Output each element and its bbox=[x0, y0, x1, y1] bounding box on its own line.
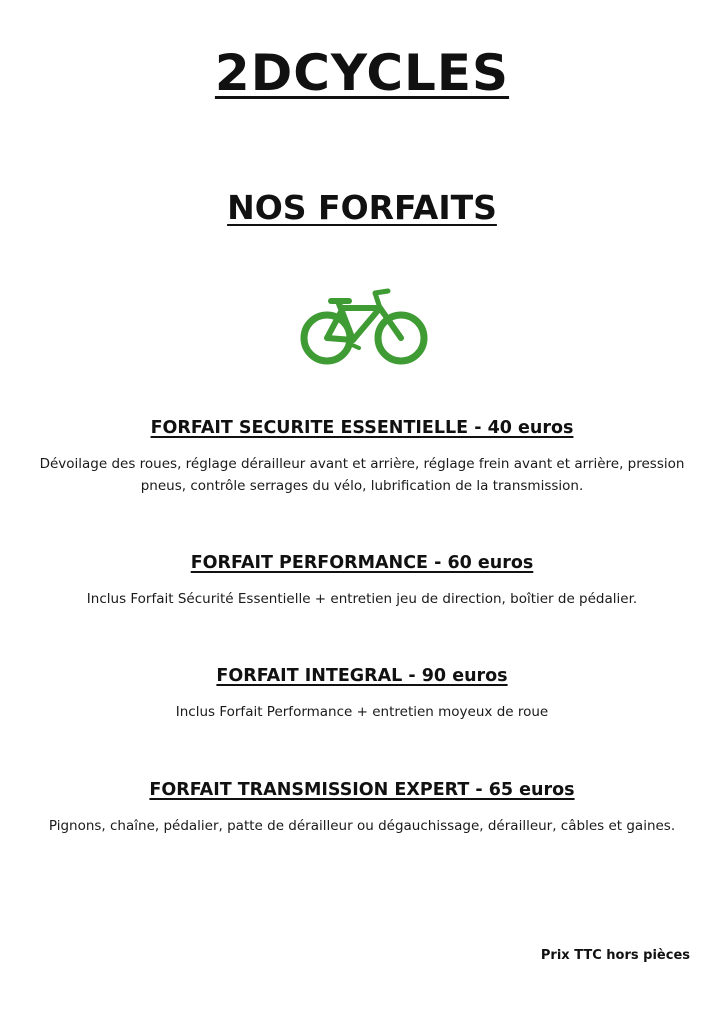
page-title: NOS FORFAITS bbox=[227, 188, 497, 227]
package-description: Inclus Forfait Sécurité Essentielle + entretien jeu de direction, boîtier de pédalier. bbox=[86, 591, 638, 607]
price-note: Prix TTC hors pièces bbox=[540, 948, 690, 963]
package-securite-essentielle bbox=[30, 417, 694, 497]
package-description: Pignons, chaîne, pédalier, patte de dérailleur ou dégauchissage, dérailleur, câbles et gaines. bbox=[48, 818, 676, 834]
package-integral bbox=[30, 665, 694, 723]
package-description: Inclus Forfait Performance + entretien moyeux de roue bbox=[175, 704, 549, 720]
package-heading: FORFAIT SECURITE ESSENTIELLE - 40 euros bbox=[150, 418, 574, 438]
package-heading: FORFAIT TRANSMISSION EXPERT - 65 euros bbox=[149, 780, 575, 800]
package-heading: FORFAIT INTEGRAL - 90 euros bbox=[216, 666, 508, 686]
bicycle-icon bbox=[295, 286, 431, 366]
package-performance bbox=[30, 552, 694, 610]
package-heading: FORFAIT PERFORMANCE - 60 euros bbox=[190, 553, 534, 573]
package-transmission-expert bbox=[22, 779, 702, 837]
package-description: Dévoilage des roues, réglage dérailleur avant et arrière, réglage frein avant et arrière, pression pneus, contrôle serrages du vélo, lubrification de la transmission. bbox=[39, 456, 685, 494]
brand-title: 2DCYCLES bbox=[214, 44, 510, 102]
